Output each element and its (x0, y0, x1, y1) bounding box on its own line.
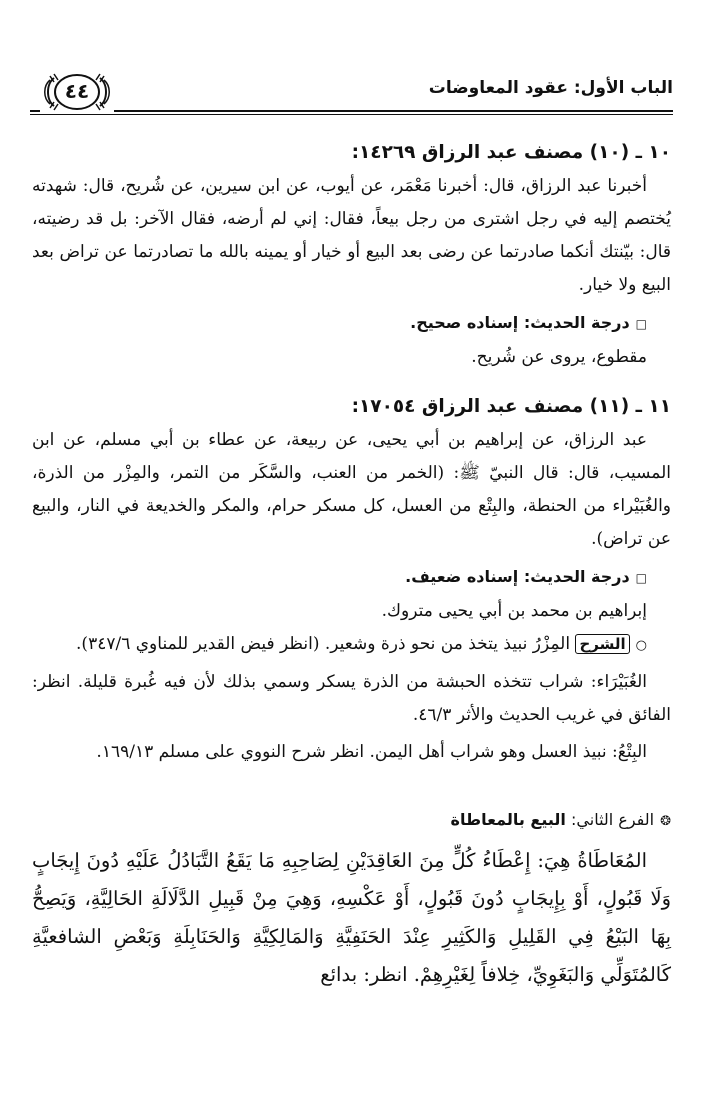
section-11-heading: ١١ ـ (١١) مصنف عبد الرزاق ١٧٠٥٤: (351, 396, 671, 417)
sharh-label: الشرح (575, 634, 629, 654)
ornament-bullet-icon: ❂ (660, 814, 671, 829)
square-bullet-icon: □ (635, 571, 647, 585)
sharh-text: المِزْرُ نبيذ يتخذ من نحو ذرة وشعير. (انظر فيض القدير للمناوي ٣٤٧/٦). (76, 634, 571, 654)
section-10-note: مقطوع، يروى عن شُريح. (471, 347, 647, 367)
chapter-title: الباب الأول: عقود المعاوضات (428, 78, 673, 98)
section-10-heading: ١٠ ـ (١٠) مصنف عبد الرزاق ١٤٢٦٩: (351, 142, 671, 163)
section-10-text: أخبرنا عبد الرزاق، قال: أخبرنا مَعْمَر، عن أيوب، عن ابن سيرين، عن شُريح، قال: شهدته يُختصم إليه في رجل اشترى من رجل بيعاً، فقال: إني لم أرضه، فقال الآخر: بل قد رضيته، قال: بيّنتك أنكما صادرتما عن رضى بعد البيع أو خيار أو يمينه بالله ما تصادرتما عن تراض بعد البيع ولا خيار. (32, 176, 671, 295)
sharh-note (32, 628, 671, 662)
muataat-definition: المُعَاطَاةُ هِيَ: إِعْطَاءُ كُلٍّ مِنَ العَاقِدَيْنِ لِصَاحِبِهِ مَا يَقَعُ التَّبَادُلُ عَلَيْهِ دُونَ إِيجَابٍ وَلَا قَبُولٍ، أَوْ بِإِيجَابٍ دُونَ قَبُولٍ، أَوْ عَكْسِهِ، وَهِيَ مِنْ قَبِيلِ الدَّلَالَةِ الحَالِيَّةِ، وَيَصِحُّ بِهَا البَيْعُ فِي القَلِيلِ وَالكَثِيرِ عِنْدَ الحَنَفِيَّةِ وَالمَالِكِيَّةِ وَالحَنَابِلَةِ وَبَعْضِ الشافعيَّةِ كَالمُتَوَلِّي وَالبَغَوِيِّ، خِلافاً لِغَيْرِهِمْ. انظر: بدائع (32, 849, 671, 986)
page-content (32, 136, 671, 994)
branch-heading: ❂الفرع الثاني: البيع بالمعاطاة (450, 810, 671, 829)
branch-title: البيع بالمعاطاة (450, 810, 566, 829)
page-number: ٤٤ (64, 79, 90, 103)
ghubayra-note: الغُبَيْرَاء: شراب تتخذه الحبشة من الذرة يسكر وسمي بذلك لأن فيه غُبرة قليلة. انظر: الفائق في غريب الحديث والأثر ٤٦/٣. (32, 672, 671, 725)
page-header (30, 70, 673, 116)
square-bullet-icon: □ (635, 317, 647, 331)
page-number-ornament (40, 70, 114, 114)
section-10-grade: □درجة الحديث: إسناده صحيح. (410, 313, 647, 332)
bit-note: البِتْعُ: نبيذ العسل وهو شراب أهل اليمن. انظر شرح النووي على مسلم ١٦٩/١٣. (96, 742, 647, 762)
section-11-text: عبد الرزاق، عن إبراهيم بن أبي يحيى، عن ربيعة، عن عطاء بن أبي مسلم، عن ابن المسيب، قال: قال النبيّ ﷺ: (الخمر من العنب، والسَّكَر من التمر، والمِزْر من الذرة، والغُبَيْراء من الحنطة، والبِتْع من العسل، كل مسكر حرام، والمكر والخديعة في النار، والبيع عن تراض). (32, 430, 671, 549)
header-rule (30, 110, 673, 112)
section-11-note: إبراهيم بن محمد بن أبي يحيى متروك. (381, 601, 647, 621)
section-11-grade: □درجة الحديث: إسناده ضعيف. (405, 567, 647, 586)
circle-bullet-icon: ○ (635, 638, 647, 653)
header-rule-thin (30, 114, 673, 115)
